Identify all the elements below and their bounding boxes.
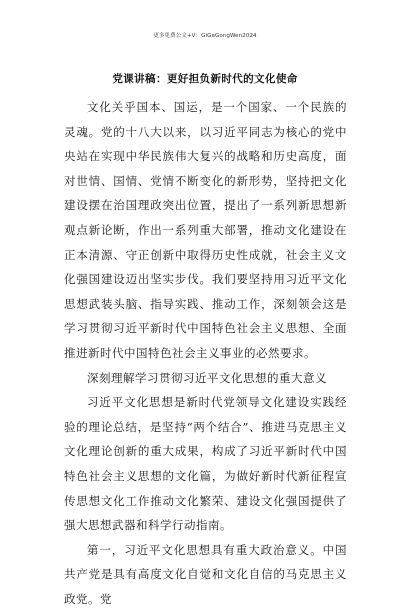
document-title: 党课讲稿：更好担负新时代的文化使命 [112,73,298,85]
paragraph-intro: 文化关乎国本、国运，是一个国家、一个民族的灵魂。党的十八大以来，以习近平同志为核心的党中央站在实现中华民族伟大复兴的战略和历史高度，面对世情、国情、党情不断变化的新形势，坚持把文化建设摆在治国理政突出位置，提出了一系列新思想新观点新论断，作出一系列重大部署，推动文化建设在正本清源、守正创新中取得历史性成就，社会主义文化强国建设迈出坚实步伐。我们要坚持用习近平文化思想武装头脑、指导实践、推动工作，深刻领会这是学习贯彻习近平新时代中国特色社会主义思想、全面推进新时代中国特色社会主义事业的必然要求。 [64,100,347,360]
section-heading: 深刻理解学习贯彻习近平文化思想的重大意义 [87,370,327,385]
document-body [64,95,347,611]
paragraph-significance: 习近平文化思想是新时代党领导文化建设实践经验的理论总结，是坚持“两个结合”、推进马克思主义文化理论创新的重大成果，构成了习近平新时代中国特色社会主义思想的文化篇，为做好新时代新征程宣传思想文化工作推动文化繁荣、建设文化强国提供了强大思想武器和科学行动指南。 [64,395,347,533]
header-note: 更多免费公文+V：GiGeGongWen2024 [153,33,257,39]
paragraph-first-point: 第一，习近平文化思想具有重大政治意义。中国共产党是具有高度文化自觉和文化自信的马克思主义政党。党 [64,542,347,606]
